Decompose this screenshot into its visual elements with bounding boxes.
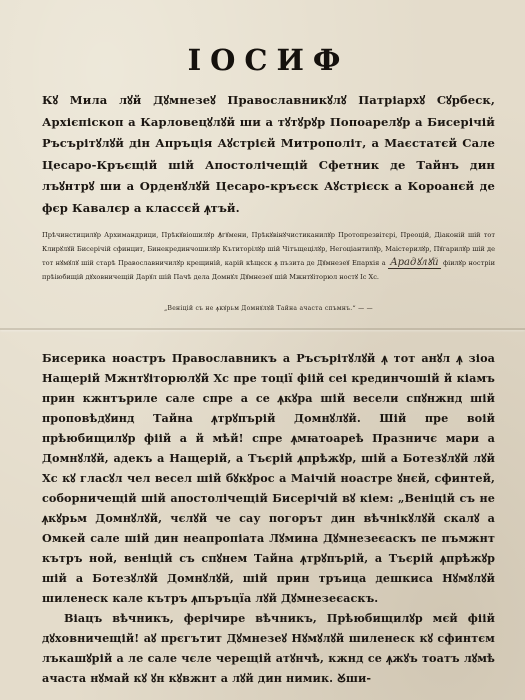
recipients-text-after: фіилꙋр ностріи прѣіюбищій дꙋховничещій Дарꙋл шій Пачѣ дела Домнꙋл Дꙋмнезеꙋ шій Мжнтꙋіторюл ностꙋ Іс Хс. (42, 259, 495, 281)
recipients-text-before: Прѣчинстицилꙋр Архимандрици, Прѣкꙋвіошилꙋр Ꙟгꙋмени, Прѣкꙋвінꙋчистиканилꙋр Протопрезвітєрі, Преоцій, Діаконій шій тот Клирꙋлꙋй Бисерічій сфинцит, Бинекрединчошилꙋр Кътиторілꙋр шій Чітъщецілꙋр, Негоціантилꙋр, Маістерилꙋр, Пꙋгарилꙋр шій де тот нꙋмꙋлꙋ шій старѣ Православничилꙋр крещиній, карій кѣщєск ꙟ пъзита де Дꙋмнезеꙋ Епархія а (42, 231, 495, 268)
body-paragraph-1: Бисерика ноастръ Православникъ а Ръсърітꙋлꙋй ꙟ тот анꙋл ꙟ зіоа Нащерій Мжнтꙋіторюлꙋй Хс пре тоції фіій сеі крединчошій й кіамъ прин кжнтъриле сале спре а се ꙟкꙋра шій весели спꙋнжнд шій проповѣдꙋинд Тайна ꙟтрꙋпърій Домнꙋлꙋй. Шій пре воій прѣюбищилꙋр фіій а й мѣй! спре ꙟмꙗтоареѣ Празничє мари а Домнꙋлꙋй, адекъ а Нащерій, а Тъєрій ꙟпрѣжꙋр, шій а Ботезꙋлꙋй лꙋй Хс кꙋ гласꙋл чел весел шій бꙋкꙋрос а Маічій ноастре ꙋнєй, сфинтей, соборничещій шій апостолічещій Бисерічій вꙋ кіем: „Веніцій съ не ꙟкꙋрьм Домнꙋлꙋй, чєлꙋй че сау погорът дин вѣчнікꙋлꙋй скалꙋ а Омкей сале шій дин неапропіата Лꙋмина Дꙋмнезеєаскъ пе пъмжнт кътръ ной, веніцій съ спꙋнем Тайна ꙟтрꙋпърій, а Тъєрій ꙟпрѣжꙋр шій а Ботезꙋлꙋй Домнꙋлꙋй, шій прин тръица дешкиса Нꙋмꙋлꙋй шиленеск кале кътръ ꙟпъръцїа лꙋй Дꙋмнезеєаскъ. (42, 351, 495, 606)
letter-body (42, 348, 495, 688)
document-title: ІОСИФ (187, 43, 350, 77)
intro-paragraph: Кꙋ Мила лꙋй Дꙋмнезеꙋ Православникꙋлꙋ Патріархꙋ Сꙋрбеск, Архієпіскоп а Карловецꙋлꙋй ши а тꙋтꙋрꙋр Попоарелꙋр а Бисерічій Ръсърітꙋлꙋй дін Апръція Аꙋстрієй Митрополіт, а Маєстатєй Сале Цесаро-Кръєщій шій Апостолічещій Сфетник де Тайнъ дин лъꙋнтрꙋ ши а Орденꙋлꙋй Цесаро-кръєск Аꙋстрієск а Короанєй де фєр Кавалєр а классєй ꙟтъй. (42, 93, 495, 215)
paper-fold-line (0, 328, 525, 330)
recipients-paragraph (42, 229, 495, 284)
handwritten-place-name: Арадꙋлꙋй (390, 257, 439, 269)
motto-line: „Веніцій съ не ꙟкꙋрьм Домнꙋлꙋй Тайна ачаста спъмнъ.“ — — (164, 305, 373, 313)
body-paragraph-2: Віацъ вѣчникъ, ферічире вѣчникъ, Прѣюбищилꙋр мєй фіій дꙋховничещій! аꙋ прєгътит Дꙋмнезеꙋ Нꙋмꙋлꙋй шиленеск кꙋ сфинтєм лъкашꙋрій а ле сале чєле черещій атꙋнчѣ, кжнд се ꙟжꙋъ тоатъ лꙋмѣ ачаста нꙋмай кꙋ ꙋн кꙋвжнт а лꙋй дин нимик. Ꙋши- (42, 611, 495, 686)
